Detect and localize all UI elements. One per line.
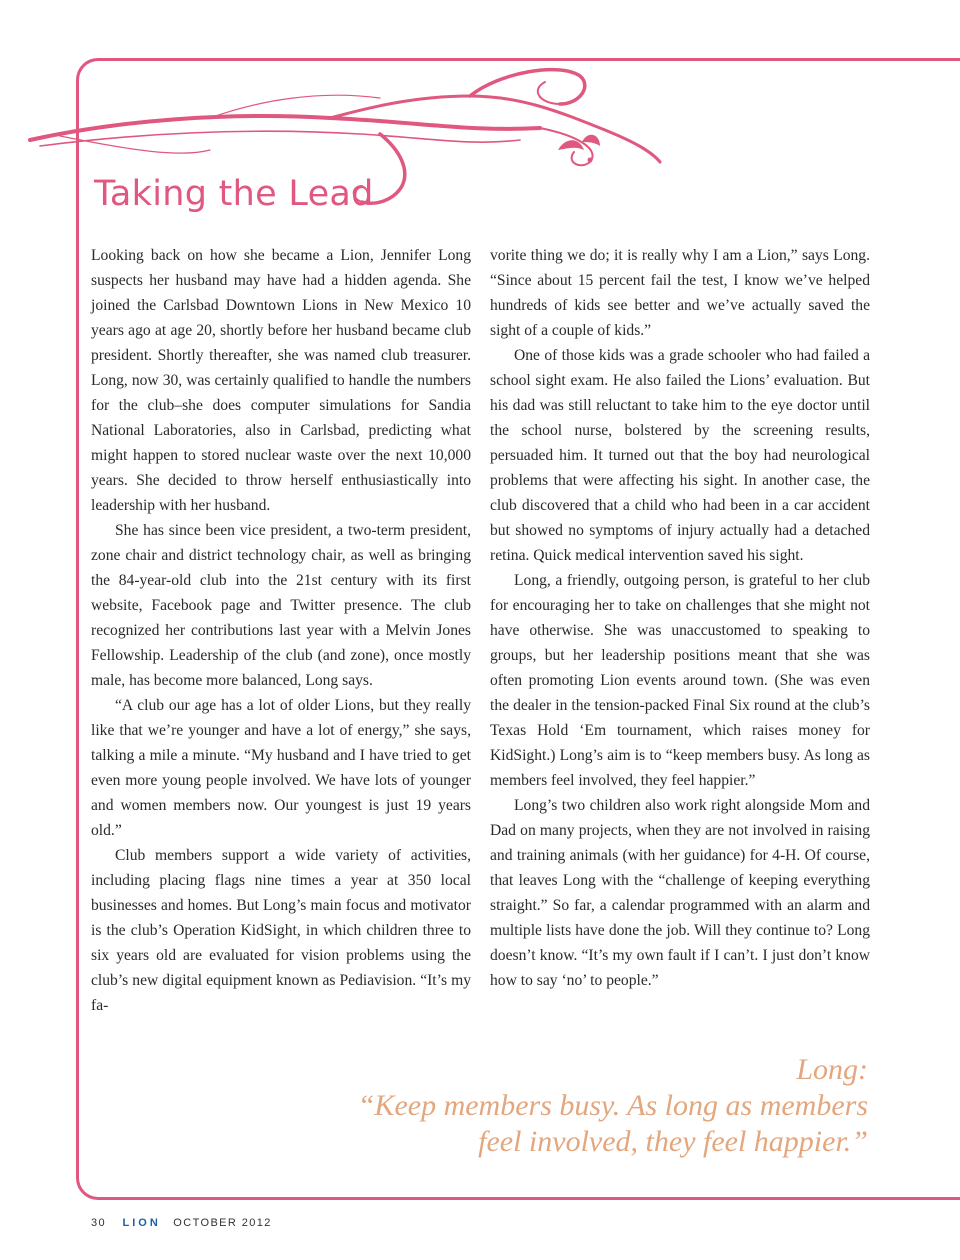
paragraph: “A club our age has a lot of older Lions, but they really like that we’re younger and have a lot of energy,” she says, talking a mile a minute. “My husband and I have tried to get even more young people involved. We have lots of younger and women members now. Our youngest is just 19 years old.” bbox=[91, 697, 471, 839]
pull-quote-speaker: Long: bbox=[796, 1053, 868, 1086]
decorative-swirl-icon bbox=[0, 0, 960, 260]
magazine-name: LION bbox=[122, 1217, 161, 1229]
left-column bbox=[91, 243, 471, 1018]
right-column bbox=[490, 243, 870, 993]
paragraph: She has since been vice president, a two-term president, zone chair and district technology chair, as well as bringing the 84-year-old club into the 21st century with its first website, Facebook page and Twitter presence. The club recognized her contributions last year with a Melvin Jones Fellowship. Leadership of the club (and zone), once mostly male, has become more balanced, Long says. bbox=[91, 522, 471, 689]
paragraph: One of those kids was a grade schooler who had failed a school sight exam. He also failed the Lions’ evaluation. But his dad was still reluctant to take him to the eye doctor until the school nurse, bolstered by the screening results, persuaded him. It turned out that the boy had neurological problems that were affecting his sight. In another case, the club discovered that a child who had been in a car accident but showed no symptoms of injury actually had a detached retina. Quick medical intervention saved his sight. bbox=[490, 347, 870, 564]
paragraph: Looking back on how she became a Lion, Jennifer Long suspects her husband may have had a hidden agenda. She joined the Carlsbad Downtown Lions in New Mexico 10 years ago at age 20, shortly before her husband became club president. Shortly thereafter, she was named club treasurer. Long, now 30, was certainly qualified to handle the numbers for the club–she does computer simulations for Sandia National Laboratories, also in Carlsbad, predicting what might happen to stored nuclear waste over the next 10,000 years. She decided to throw herself enthusiastically into leadership with her husband. bbox=[91, 247, 471, 514]
issue-date: OCTOBER 2012 bbox=[173, 1217, 272, 1229]
paragraph: vorite thing we do; it is really why I am a Lion,” says Long. “Since about 15 percent fail the test, I know we’ve helped hundreds of kids see better and we’ve actually saved the sight of a couple of kids.” bbox=[490, 247, 870, 339]
pull-quote-line: feel involved, they feel happier.” bbox=[478, 1125, 868, 1158]
paragraph: Club members support a wide variety of activities, including placing flags nine times a year at 350 local businesses and homes. But Long’s main focus and motivator is the club’s Operation KidSight, in which children three to six years old are evaluated for vision problems using the club’s new digital equipment known as Pediavision. “It’s my fa- bbox=[91, 847, 471, 1014]
pull-quote-line: “Keep members busy. As long as members bbox=[357, 1089, 868, 1122]
page-number: 30 bbox=[91, 1217, 107, 1229]
article-title: Taking the Lead bbox=[94, 174, 374, 214]
paragraph: Long, a friendly, outgoing person, is grateful to her club for encouraging her to take on challenges that she might not have otherwise. She was unaccustomed to speaking to groups, but her leadership positions meant that she was often promoting Lion events around town. (She was even the dealer in the tension-packed Final Six round at the club’s Texas Hold ‘Em tournament, which raises money for KidSight.) Long’s aim is to “keep members busy. As long as members feel involved, they feel happier.” bbox=[490, 572, 870, 789]
pull-quote bbox=[268, 1052, 868, 1160]
page-footer bbox=[91, 1217, 272, 1229]
paragraph: Long’s two children also work right alongside Mom and Dad on many projects, when they are not involved in raising and training animals (with her guidance) for 4-H. Of course, that leaves Long with the “challenge of keeping everything straight.” So far, a calendar programmed with an alarm and multiple lists have done the job. Will they continue to? Long doesn’t know. “It’s my own fault if I can’t. I just don’t know how to say ‘no’ to people.” bbox=[490, 797, 870, 989]
